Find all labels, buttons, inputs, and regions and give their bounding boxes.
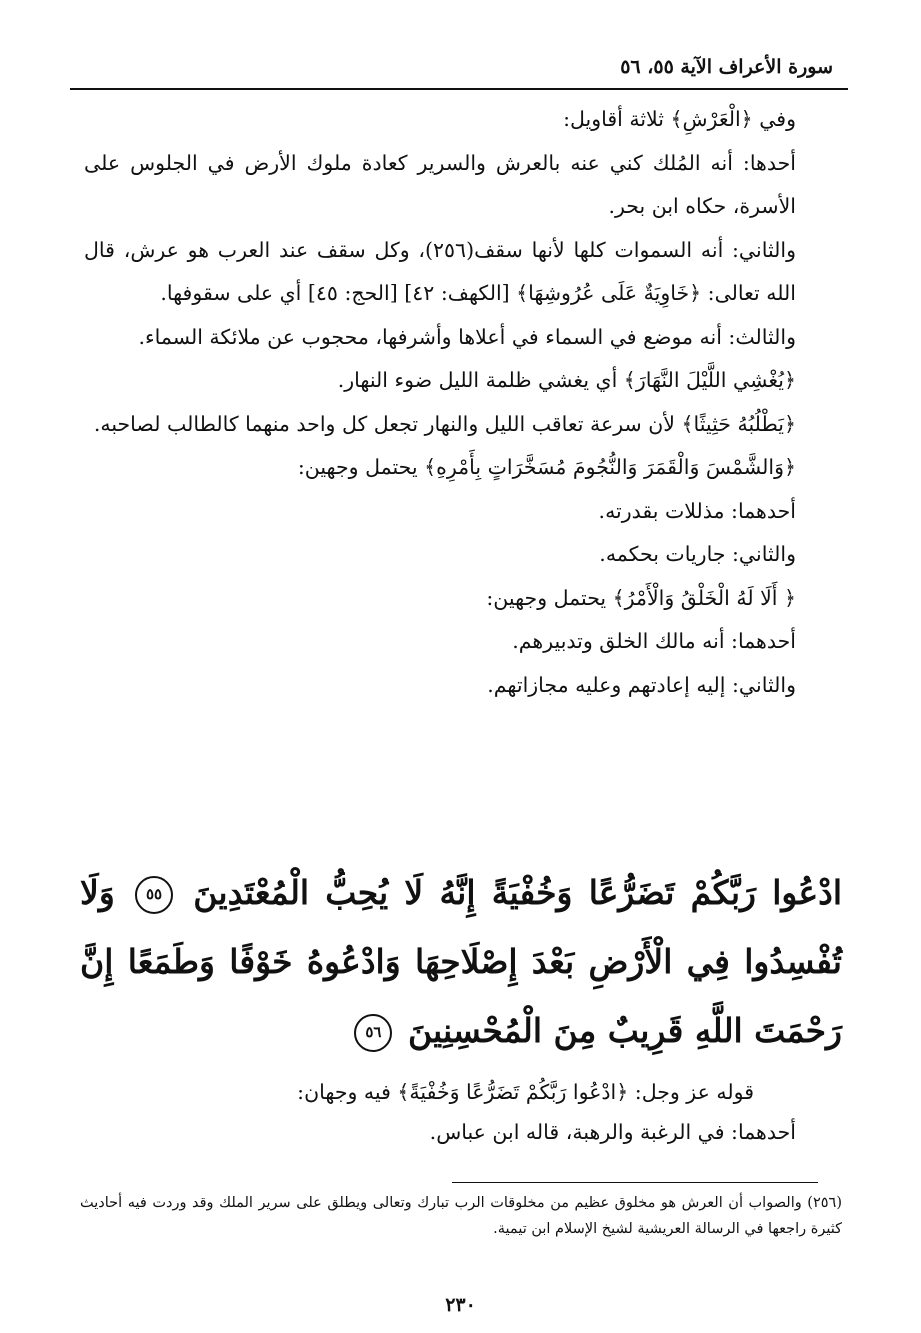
paragraph: ﴿يَطْلُبُهُ حَثِيثًا﴾ لأن سرعة تعاقب الليل والنهار تجعل كل واحد منهما كالطالب لصاحبه. xyxy=(93,411,796,436)
running-header: سورة الأعراف الآية ٥٥، ٥٦ xyxy=(620,56,833,78)
header-rule xyxy=(70,88,848,90)
paragraph: أحدهما: في الرغبة والرهبة، قاله ابن عباس. xyxy=(429,1120,796,1144)
paragraph: ﴿وَالشَّمْسَ وَالْقَمَرَ وَالنُّجُومَ مُسَخَّرَاتٍ بِأَمْرِهِ﴾ يحتمل وجهين: xyxy=(297,455,796,479)
paragraph: ﴿ أَلَا لَهُ الْخَلْقُ وَالْأَمْرُ﴾ يحتمل وجهين: xyxy=(486,585,796,610)
paragraph: قوله عز وجل: ﴿ادْعُوا رَبَّكُمْ تَضَرُّعًا وَخُفْيَةً﴾ فيه وجهان: xyxy=(297,1080,754,1104)
paragraph: أحدهما: مذللات بقدرته. xyxy=(598,498,796,523)
verse-text: وَلَا تُفْسِدُوا فِي الْأَرْضِ بَعْدَ إِصْلَاحِهَا وَادْعُوهُ خَوْفًا وَطَمَعًا إِنَّ رَحْمَتَ اللَّهِ قَرِيبٌ مِنَ الْمُحْسِنِينَ xyxy=(80,873,842,1050)
footnote-text: (٢٥٦) والصواب أن العرش هو مخلوق عظيم من مخلوقات الرب تبارك وتعالى ويطلق على سرير الملك وقد وردت فيه أحاديث كثيرة راجعها في الرسالة العريشية لشيخ الإسلام ابن تيمية. xyxy=(80,1195,842,1237)
paragraph: وفي ﴿الْعَرْشِ﴾ ثلاثة أقاويل: xyxy=(563,107,796,131)
verse-number-marker: ٥٦ xyxy=(354,1014,392,1052)
footnote-rule xyxy=(452,1182,818,1183)
page-number: ٢٣٠ xyxy=(445,1294,476,1316)
commentary-text xyxy=(84,98,838,707)
paragraph: والثاني: إليه إعادتهم وعليه مجازاتهم. xyxy=(487,672,796,697)
paragraph: والثالث: أنه موضع في السماء في أعلاها وأشرفها، محجوب عن ملائكة السماء. xyxy=(138,324,796,349)
verse-text: ادْعُوا رَبَّكُمْ تَضَرُّعًا وَخُفْيَةً إِنَّهُ لَا يُحِبُّ الْمُعْتَدِينَ xyxy=(193,873,842,912)
paragraph: أحدها: أنه المُلك كني عنه بالعرش والسرير كعادة ملوك الأرض في الجلوس على الأسرة، حكاه ابن بحر. xyxy=(84,150,796,218)
paragraph: ﴿يُغْشِي اللَّيْلَ النَّهَارَ﴾ أي يغشي ظلمة الليل ضوء النهار. xyxy=(337,368,796,392)
verse-number-marker: ٥٥ xyxy=(135,876,173,914)
commentary-text-continued xyxy=(84,1072,796,1152)
paragraph: والثاني: أنه السموات كلها لأنها سقف(٢٥٦)، وكل سقف عند العرب هو عرش، قال الله تعالى: ﴿خَاوِيَةٌ عَلَى عُرُوشِهَا﴾ [الكهف: ٤٢] [الحج: ٤٥] أي على سقوفها. xyxy=(84,237,796,305)
quran-verse-block xyxy=(80,858,842,1065)
footnote xyxy=(80,1190,842,1242)
paragraph: أحدهما: أنه مالك الخلق وتدبيرهم. xyxy=(512,629,796,653)
paragraph: والثاني: جاريات بحكمه. xyxy=(599,542,796,566)
